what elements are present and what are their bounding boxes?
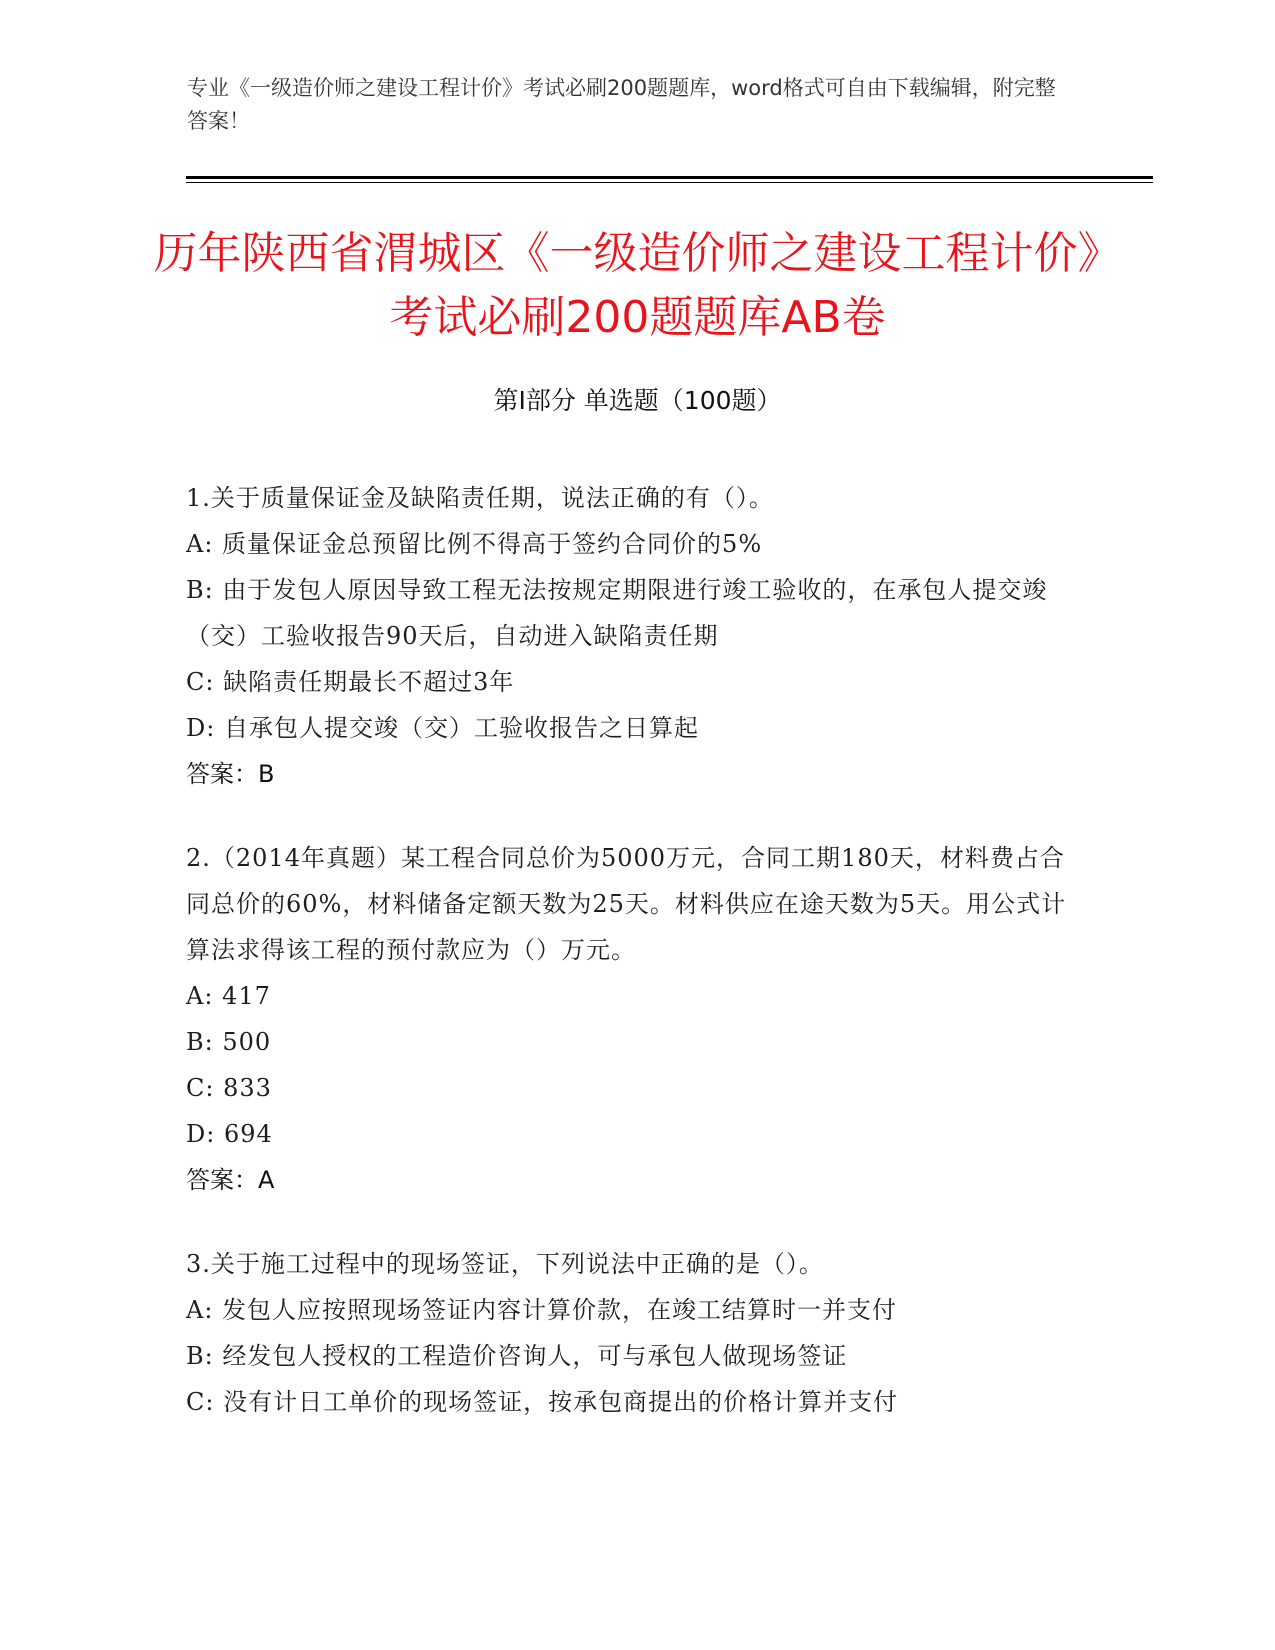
question-2 [186,835,1086,1203]
option-a: A: 质量保证金总预留比例不得高于签约合同价的5% [186,530,763,558]
question-1 [186,475,1086,797]
document-title: 历年陕西省渭城区《一级造价师之建设工程计价》考试必刷200题题库AB卷 [153,228,1122,343]
option-b: B: 经发包人授权的工程造价咨询人，可与承包人做现场签证 [186,1342,848,1370]
question-3 [186,1241,1086,1425]
option-c: C: 缺陷责任期最长不超过3年 [186,668,515,696]
option-b: B: 500 [186,1028,272,1056]
header-divider-thick [186,176,1153,179]
question-list [186,475,1086,1463]
option-c: C: 没有计日工单价的现场签证，按承包商提出的价格计算并支付 [186,1388,899,1416]
option-c: C: 833 [186,1074,272,1102]
question-stem: 2.（2014年真题）某工程合同总价为5000万元，合同工期180天，材料费占合同总价的60%，材料储备定额天数为25天。材料供应在途天数为5天。用公式计算法求得该工程的预付款应为（）万元。 [186,844,1067,964]
question-stem: 3.关于施工过程中的现场签证，下列说法中正确的是（）。 [186,1250,824,1278]
answer: 答案：A [186,1166,275,1194]
option-b: B: 由于发包人原因导致工程无法按规定期限进行竣工验收的，在承包人提交竣（交）工验收报告90天后，自动进入缺陷责任期 [186,576,1048,650]
option-d: D: 694 [186,1120,273,1148]
section-heading: 第I部分 单选题（100题） [493,386,782,415]
header-divider-thin [186,182,1153,183]
option-a: A: 发包人应按照现场签证内容计算价款，在竣工结算时一并支付 [186,1296,898,1324]
option-d: D: 自承包人提交竣（交）工验收报告之日算起 [186,714,699,742]
answer: 答案：B [186,760,275,788]
header-note: 专业《一级造价师之建设工程计价》考试必刷200题题库，word格式可自由下载编辑，附完整答案！ [187,76,1056,133]
question-stem: 1.关于质量保证金及缺陷责任期，说法正确的有（）。 [186,484,774,512]
option-a: A: 417 [186,982,271,1010]
